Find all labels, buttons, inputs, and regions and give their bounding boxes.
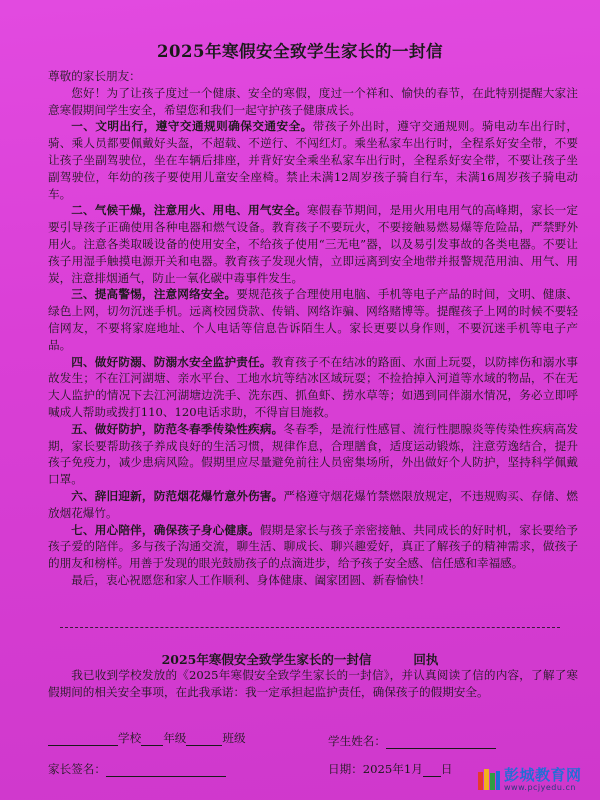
class-label: 班级 xyxy=(222,731,246,745)
section-body: 假期是家长与孩子亲密接触、共同成长的好时机，家长要给予孩子爱的陪伴。多与孩子沟通交流，聊生活、聊成长、聊兴趣爱好，真正了解孩子的精神需求，做孩子的朋友和榜样。用善于发现的眼光鼓励孩子的点滴进步，给予孩子安全感、信任感和幸福感。 xyxy=(48,522,578,571)
day-label: 日 xyxy=(440,762,453,776)
section-body: 带孩子外出时，遵守交通规则。骑电动车出行时，骑、乘人员都要佩戴好头盔，不超载、不逆行、不闯红灯。乘坐私家车出行时，全程系好安全带，不要让孩子坐副驾驶位，坐在车辆后排座，并背好安全乘坐私家车出行时，全程系好安全带，不要让孩子坐副驾驶位，年幼的孩子要使用儿童安全座椅。禁止未满12周岁孩子骑自行车，未满16周岁孩子骑电动车。 xyxy=(48,119,578,201)
grade-label: 年级 xyxy=(163,731,187,745)
receipt-title-text: 2025年寒假安全致学生家长的一封信 xyxy=(161,652,372,667)
section-heading: 三、提高警惕，注意网络安全。 xyxy=(71,287,237,302)
student-name-blank[interactable] xyxy=(386,736,496,749)
salutation: 尊敬的家长朋友： xyxy=(48,69,141,83)
receipt-title-suffix: 回执 xyxy=(413,652,439,667)
watermark-en: www.pcjyedu.cn xyxy=(504,783,576,792)
date-line xyxy=(328,761,452,777)
date-label: 日期： xyxy=(328,762,363,776)
section-2 xyxy=(48,202,578,286)
school-blank[interactable] xyxy=(48,733,118,746)
section-body: 严格遵守烟花爆竹禁燃限放规定，不违规购买、存储、燃放烟花爆竹。 xyxy=(48,488,578,520)
section-1 xyxy=(48,118,578,202)
section-heading: 五、做好防护，防范冬春季传染性疾病。 xyxy=(71,421,284,436)
grade-blank[interactable] xyxy=(141,733,163,746)
class-blank[interactable] xyxy=(186,733,222,746)
section-heading: 六、辞旧迎新，防范烟花爆竹意外伤害。 xyxy=(71,488,284,503)
parent-signature-line xyxy=(48,761,226,777)
parent-signature-label: 家长签名： xyxy=(48,762,106,776)
site-watermark xyxy=(476,764,594,794)
day-blank[interactable] xyxy=(423,764,441,777)
watermark-cn: 彭城教育网 xyxy=(504,766,582,784)
section-5 xyxy=(48,421,578,488)
section-body: 要规范孩子合理使用电脑、手机等电子产品的时间，文明、健康、绿色上网，切勿沉迷手机。远离校园贷款、传销、网络诈骗、网络赌博等。提醒孩子上网的时候不要轻信网友，不要将家庭地址、个人电话等信息告诉陌生人。家长更要以身作则，不要沉迷手机等电子产品。 xyxy=(48,287,578,352)
section-3 xyxy=(48,286,578,353)
section-4 xyxy=(48,354,578,421)
date-value: 2025年1月 xyxy=(362,762,423,776)
books-logo-icon xyxy=(476,766,502,792)
section-6 xyxy=(48,488,578,522)
section-body: 冬春季，是流行性感冒、流行性腮腺炎等传染性疾病高发期，家长要帮助孩子养成良好的生活习惯，规律作息，合理膳食，适度运动锻炼，注意劳逸结合，提升孩子免疫力，减少患病风险。假期里应尽量避免前往人员密集场所，外出做好个人防护，坚持科学佩戴口罩。 xyxy=(48,421,578,487)
receipt-title xyxy=(0,650,600,668)
section-heading: 一、文明出行，遵守交通规则确保交通安全。 xyxy=(71,119,313,134)
student-name-label: 学生姓名： xyxy=(328,734,386,748)
section-body: 教育孩子不在结冰的路面、水面上玩耍，以防摔伤和溺水事故发生；不在江河湖塘、亲水平台、工地水坑等结冰区域玩耍；不捡拾掉入河道等水域的物品，不在无大人监护的情况下去江河湖塘边洗手、洗东西、抓鱼虾、捞水草等；如遇到同伴溺水情况，务必立即呼喊成人帮助或拨打110、120电话求助，不得盲目施救。 xyxy=(48,354,578,419)
school-label: 学校 xyxy=(118,731,142,745)
section-heading: 二、气候干燥，注意用火、用电、用气安全。 xyxy=(71,203,307,218)
letter-title: 2025年寒假安全致学生家长的一封信 xyxy=(157,42,443,61)
parent-signature-blank[interactable] xyxy=(106,764,226,777)
receipt-body: 我已收到学校发放的《2025年寒假安全致学生家长的一封信》，并认真阅读了信的内容，了解了寒假期间的相关安全事项，在此我承诺：我一定承担起监护责任，确保孩子的假期安全。 xyxy=(48,668,578,699)
section-heading: 七、用心陪伴，确保孩子身心健康。 xyxy=(71,522,260,537)
section-body: 寒假春节期间，是用火用电用气的高峰期，家长一定要引导孩子正确使用各种电器和燃气设备。教育孩子不要玩火，不要接触易燃易爆等危险品，严禁野外用火。注意各类取暖设备的使用安全，不给孩子使用“三无电”器，以及易引发事故的各类电器。不要让孩子用湿手触摸电源开关和电器。教育孩子发现火情，立即远离到安全地带并报警规范用油、用气、用炭，注意排烟通气，防止一氧化碳中毒事件发生。 xyxy=(48,203,578,285)
closing-paragraph: 最后，衷心祝愿您和家人工作顺利、身体健康、阖家团圆、新春愉快！ xyxy=(71,572,431,587)
section-heading: 四、做好防溺、防溺水安全监护责任。 xyxy=(71,354,272,369)
letter-body xyxy=(48,68,578,589)
student-name-line xyxy=(328,733,496,749)
tear-off-line xyxy=(60,627,560,628)
school-grade-class-line xyxy=(48,730,246,746)
section-7 xyxy=(48,522,578,572)
intro-paragraph: 您好！为了让孩子度过一个健康、安全的寒假，度过一个祥和、愉快的春节，在此特别提醒大家注意寒假期间学生安全，希望您和我们一起守护孩子健康成长。 xyxy=(48,85,578,117)
